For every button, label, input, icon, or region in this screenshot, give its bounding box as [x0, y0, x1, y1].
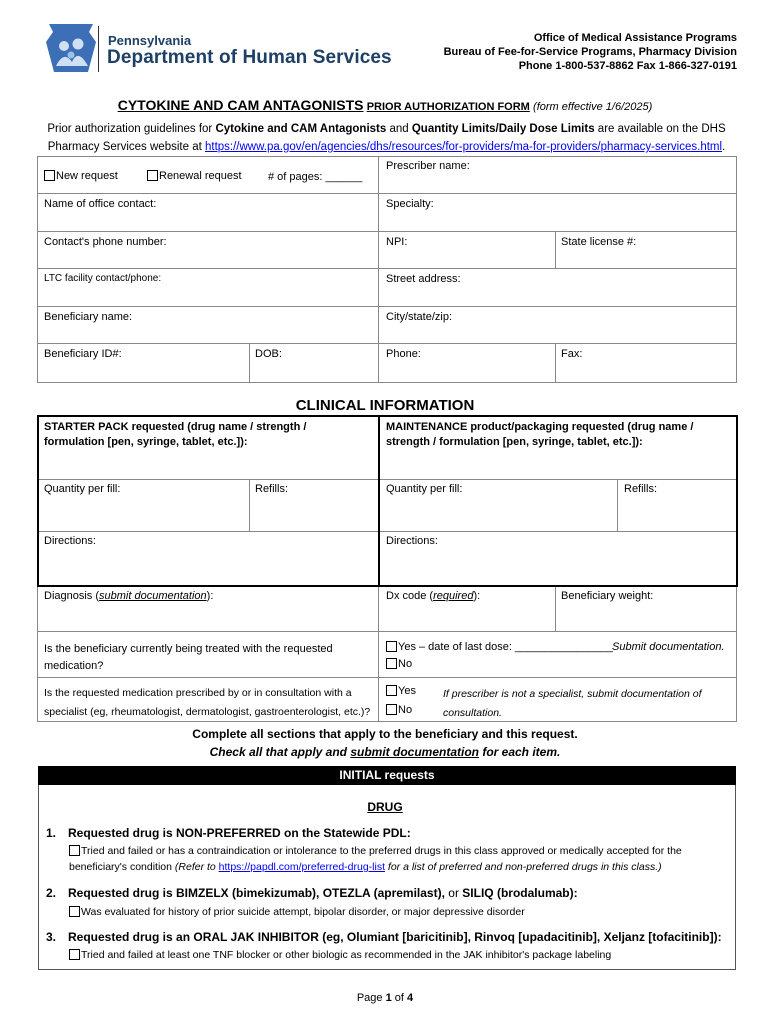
grid-line [37, 587, 38, 722]
item-2-question [68, 886, 578, 900]
treated-no-label: No [398, 658, 413, 670]
maintenance-quantity-field[interactable]: Quantity per fill: [386, 483, 463, 495]
fax-field[interactable]: Fax: [561, 348, 583, 360]
page-total: 4 [407, 992, 414, 1004]
new-request-checkbox[interactable] [44, 170, 118, 182]
grid-line [555, 587, 556, 631]
intro-part: are available on the DHS Pharmacy Services website at [47, 123, 726, 153]
specialist-yes-checkbox[interactable] [386, 685, 416, 697]
beneficiary-name-field[interactable]: Beneficiary name: [44, 311, 133, 323]
state-license-field[interactable]: State license #: [561, 236, 637, 248]
item-1-refer-end: for a list of preferred and non-preferred drugs in this class.) [385, 861, 662, 873]
grid-line [37, 193, 737, 194]
item-2-text: Was evaluated for history of prior suicide attempt, bipolar disorder, or major depressive disorder [81, 906, 525, 918]
checkbox-icon[interactable] [147, 170, 158, 181]
specialist-no-label: No [398, 704, 413, 716]
grid-line [249, 343, 250, 382]
dx-code-label: Dx code ( [386, 590, 434, 602]
agency-name: Department of Human Services [107, 47, 392, 68]
grid-line [555, 231, 556, 268]
checkbox-icon[interactable] [386, 658, 397, 669]
item-1-text: Tried and failed or has a contraindication or intolerance to the preferred drugs in this class approved or medically accepted for the beneficiary's condition [69, 845, 682, 873]
specialist-no-checkbox[interactable] [386, 704, 412, 716]
intro-bold: Cytokine and CAM Antagonists [215, 123, 387, 135]
grid-line [37, 343, 737, 344]
initial-requests-bar: INITIAL requests [38, 766, 736, 785]
grid-line [555, 343, 556, 382]
agency-state: Pennsylvania [108, 33, 192, 48]
grid-line [380, 479, 736, 480]
instructions-text-end: for each item. [479, 745, 561, 759]
checkbox-icon[interactable] [386, 641, 397, 652]
checkbox-icon[interactable] [386, 685, 397, 696]
dx-code-label-end: ): [473, 590, 481, 602]
renewal-request-checkbox[interactable] [147, 170, 242, 182]
submit-documentation-link: submit documentation [99, 590, 207, 602]
grid-line [37, 231, 737, 232]
beneficiary-weight-field[interactable]: Beneficiary weight: [561, 590, 654, 602]
dx-code-field[interactable] [386, 590, 480, 602]
intro-part: . [722, 141, 726, 153]
drug-heading: DRUG [367, 800, 403, 814]
item-number: 2. [46, 886, 57, 900]
pages-field[interactable]: # of pages: ______ [268, 171, 363, 183]
page-current: 1 [385, 992, 392, 1004]
intro-bold: Quantity Limits/Daily Dose Limits [411, 123, 595, 135]
intro-part: and [386, 123, 412, 135]
grid-line [37, 156, 38, 383]
keystone-logo-icon [44, 22, 98, 74]
starter-directions-field[interactable]: Directions: [44, 535, 96, 547]
grid-line [37, 156, 737, 157]
office-line: Office of Medical Assistance Programs [533, 32, 737, 44]
page-number [0, 992, 770, 1004]
clinical-title: CLINICAL INFORMATION [295, 397, 475, 414]
checkbox-icon[interactable] [69, 845, 80, 856]
specialist-question: Is the requested medication prescribed by or in consultation with a specialist (eg, rheumatologist, dermatologist, gastroenterologist, etc.)? [44, 687, 371, 718]
item-1-checkbox[interactable] [69, 843, 709, 875]
diagnosis-label-end: ): [206, 590, 214, 602]
form-title-main: CYTOKINE AND CAM ANTAGONISTS [117, 97, 364, 113]
form-title-label: PRIOR AUTHORIZATION FORM [366, 101, 530, 113]
specialty-field[interactable]: Specialty: [386, 198, 434, 210]
item-2-checkbox[interactable] [69, 904, 525, 920]
specialist-note: If prescriber is not a specialist, submit documentation of consultation. [443, 688, 702, 719]
new-request-label: New request [56, 170, 118, 182]
grid-line [39, 479, 378, 480]
starter-pack-label[interactable]: STARTER PACK requested (drug name / strength / formulation [pen, syringe, tablet, etc.]): [44, 421, 307, 448]
intro-text [40, 120, 733, 156]
prescriber-name-field[interactable]: Prescriber name: [386, 160, 470, 172]
page-of: of [391, 992, 408, 1004]
grid-line [39, 531, 378, 532]
phone-field[interactable]: Phone: [386, 348, 421, 360]
grid-line [37, 306, 737, 307]
item-3-question: Requested drug is an ORAL JAK INHIBITOR (eg, Olumiant [baricitinib], Rinvoq [upadacitinib], Xeljanz [tofacitinib]): [68, 930, 722, 944]
instructions-text: Check all that apply and [209, 745, 351, 759]
grid-line [378, 587, 379, 722]
instructions-submit-link: submit documentation [350, 745, 479, 759]
ltc-field[interactable]: LTC facility contact/phone: [44, 273, 162, 284]
maintenance-label[interactable]: MAINTENANCE product/packaging requested (drug name / strength / formulation [pen, syringe, tablet, etc.]): [386, 421, 694, 448]
item-1-question: Requested drug is NON-PREFERRED on the Statewide PDL: [68, 826, 411, 840]
treated-no-checkbox[interactable] [386, 658, 412, 670]
page-label: Page [356, 992, 386, 1004]
item-2-question-end: SILIQ (brodalumab): [458, 886, 578, 900]
dob-field[interactable]: DOB: [255, 348, 282, 360]
form-title [0, 97, 770, 113]
renewal-request-label: Renewal request [159, 170, 242, 182]
grid-line [37, 631, 737, 632]
pharmacy-services-link[interactable]: https://www.pa.gov/en/agencies/dhs/resources/for-providers/ma-for-providers/pharmacy-services.html [204, 141, 723, 153]
beneficiary-id-field[interactable]: Beneficiary ID#: [44, 348, 122, 360]
logo-divider [98, 26, 99, 72]
item-3-text: Tried and failed at least one TNF blocker or other biologic as recommended in the JAK inhibitor's package labeling [81, 949, 612, 961]
treated-yes-label: Yes – date of last dose: ________________ [398, 641, 613, 653]
grid-line [37, 382, 737, 383]
checkbox-icon[interactable] [386, 704, 397, 715]
checkbox-icon[interactable] [69, 949, 80, 960]
starter-quantity-field[interactable]: Quantity per fill: [44, 483, 121, 495]
instructions-line2 [0, 745, 770, 759]
item-3-checkbox[interactable] [69, 947, 611, 963]
item-1-refer: (Refer to [174, 861, 219, 873]
office-info [444, 31, 737, 73]
contact-phone-field[interactable]: Contact's phone number: [44, 236, 167, 248]
grid-line [736, 156, 737, 383]
submit-documentation-note: Submit documentation. [612, 641, 725, 653]
grid-line [249, 479, 250, 531]
item-number: 1. [46, 826, 57, 840]
preferred-drug-list-link[interactable]: https://papdl.com/preferred-drug-list [218, 861, 385, 873]
intro-part: Prior authorization guidelines for [47, 123, 216, 135]
form-effective-date: (form effective 1/6/2025) [533, 101, 653, 113]
grid-line [378, 156, 379, 383]
maintenance-directions-field[interactable]: Directions: [386, 535, 438, 547]
treated-yes-checkbox[interactable] [386, 641, 613, 653]
office-line: Bureau of Fee-for-Service Programs, Pharmacy Division [443, 46, 737, 58]
maintenance-refills-field[interactable]: Refills: [624, 483, 658, 495]
grid-line [37, 677, 737, 678]
grid-line [37, 268, 737, 269]
checkbox-icon[interactable] [44, 170, 55, 181]
grid-line [736, 587, 737, 722]
checkbox-icon[interactable] [69, 906, 80, 917]
diagnosis-label: Diagnosis ( [44, 590, 100, 602]
office-contact-field[interactable]: Name of office contact: [44, 198, 157, 210]
starter-refills-field[interactable]: Refills: [255, 483, 289, 495]
grid-line [380, 531, 736, 532]
item-number: 3. [46, 930, 57, 944]
treated-question: Is the beneficiary currently being treated with the requested medication? [44, 643, 333, 672]
item-2-or: or [448, 886, 459, 900]
npi-field[interactable]: NPI: [386, 236, 408, 248]
item-2-question-text: Requested drug is BIMZELX (bimekizumab), OTEZLA (apremilast), [68, 886, 449, 900]
specialist-yes-label: Yes [398, 685, 416, 697]
street-address-field[interactable]: Street address: [386, 273, 461, 285]
instructions-line1: Complete all sections that apply to the beneficiary and this request. [192, 727, 578, 741]
city-state-zip-field[interactable]: City/state/zip: [386, 311, 453, 323]
grid-line [617, 479, 618, 531]
office-line: Phone 1-800-537-8862 Fax 1-866-327-0191 [518, 60, 737, 72]
diagnosis-field[interactable] [44, 590, 213, 602]
dx-required-note: required [433, 590, 474, 602]
